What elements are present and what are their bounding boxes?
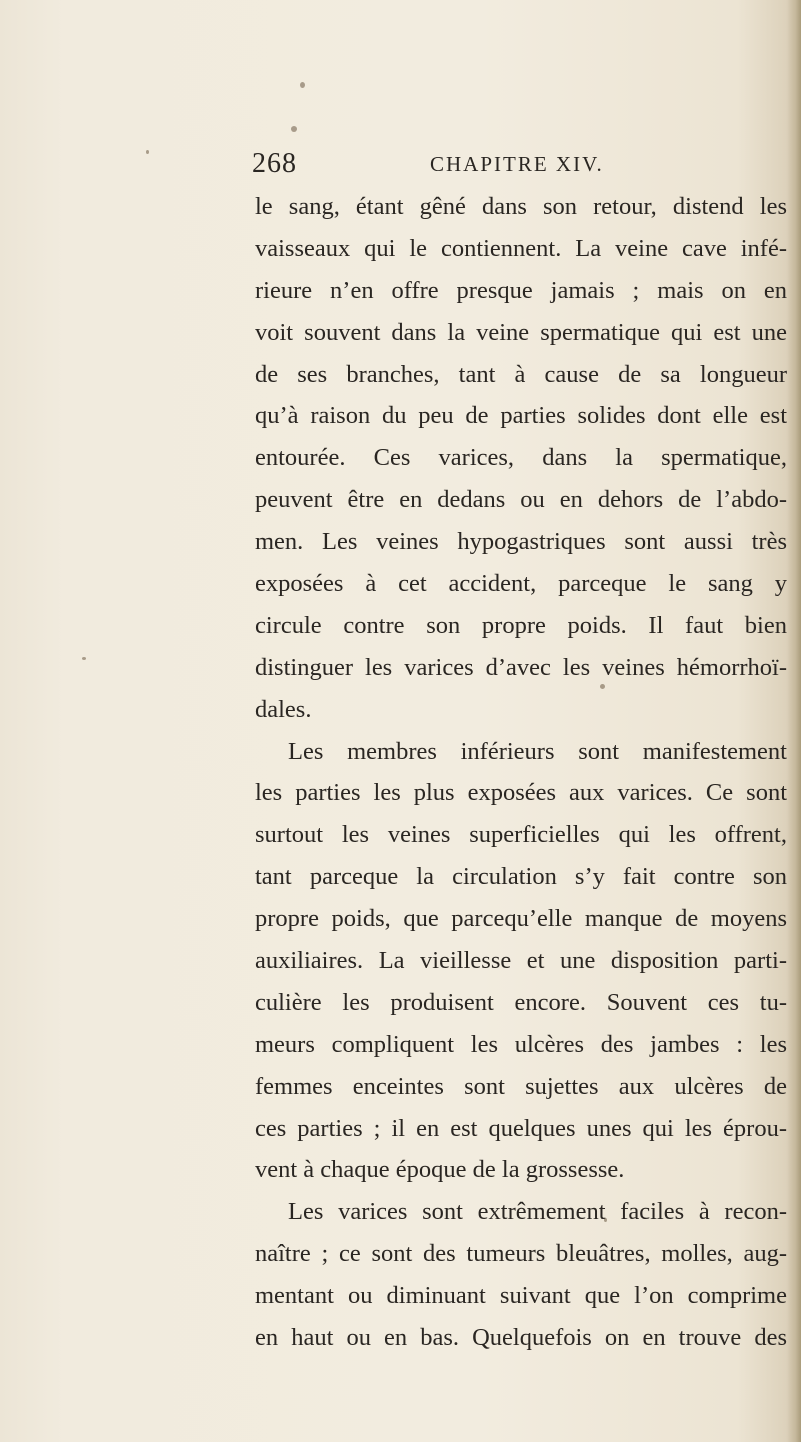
- text-line: naître ; ce sont des tumeurs bleuâtres, molles, aug-: [255, 1240, 787, 1268]
- text-line: vent à chaque époque de la grossesse.: [255, 1156, 625, 1184]
- page-edge-shadow: [787, 0, 801, 1442]
- text-line: ces parties ; il en est quelques unes qui les éprou-: [255, 1114, 787, 1142]
- text-line: auxiliaires. La vieillesse et une disposition parti-: [255, 947, 787, 975]
- foxing-spot: [146, 150, 149, 154]
- text-line: exposées à cet accident, parceque le sang y: [255, 570, 787, 598]
- text-line: Les varices sont extrêmement faciles à recon-: [288, 1198, 787, 1226]
- page-number: 268: [252, 148, 297, 179]
- text-line: peuvent être en dedans ou en dehors de l’abdo-: [255, 486, 787, 514]
- text-line: les parties les plus exposées aux varices. Ce sont: [255, 779, 787, 807]
- text-line: rieure n’en offre presque jamais ; mais on en: [255, 276, 787, 304]
- text-line: femmes enceintes sont sujettes aux ulcères de: [255, 1072, 787, 1100]
- text-line: le sang, étant gêné dans son retour, distend les: [255, 193, 787, 220]
- text-line: mentant ou diminuant suivant que l’on comprime: [255, 1282, 787, 1310]
- foxing-spot: [291, 126, 297, 132]
- text-line: tant parceque la circulation s’y fait contre son: [255, 863, 787, 891]
- text-line: meurs compliquent les ulcères des jambes : les: [255, 1030, 787, 1058]
- foxing-spot: [300, 82, 305, 88]
- text-line: surtout les veines superficielles qui les offrent,: [255, 821, 787, 849]
- page-header: [252, 148, 772, 188]
- text-line: entourée. Ces varices, dans la spermatique,: [255, 444, 787, 472]
- text-line: distinguer les varices d’avec les veines hémorrhoï-: [255, 653, 787, 681]
- text-line: en haut ou en bas. Quelquefois on en trouve des: [255, 1324, 787, 1352]
- text-line: vaisseaux qui le contiennent. La veine cave infé-: [255, 234, 787, 262]
- text-line: qu’à raison du peu de parties solides dont elle est: [255, 402, 787, 430]
- text-line: propre poids, que parcequ’elle manque de moyens: [255, 905, 787, 933]
- text-line: de ses branches, tant à cause de sa longueur: [255, 360, 787, 388]
- body-text: [255, 186, 787, 1359]
- text-line: circule contre son propre poids. Il faut bien: [255, 611, 787, 639]
- foxing-spot: [82, 657, 86, 660]
- text-line: men. Les veines hypogastriques sont aussi très: [255, 528, 787, 556]
- text-line: voit souvent dans la veine spermatique qui est une: [255, 318, 787, 346]
- text-line: dales.: [255, 695, 312, 723]
- running-title: CHAPITRE XIV.: [430, 152, 604, 176]
- text-line: Les membres inférieurs sont manifestement: [288, 737, 787, 765]
- text-line: culière les produisent encore. Souvent ces tu-: [255, 988, 787, 1016]
